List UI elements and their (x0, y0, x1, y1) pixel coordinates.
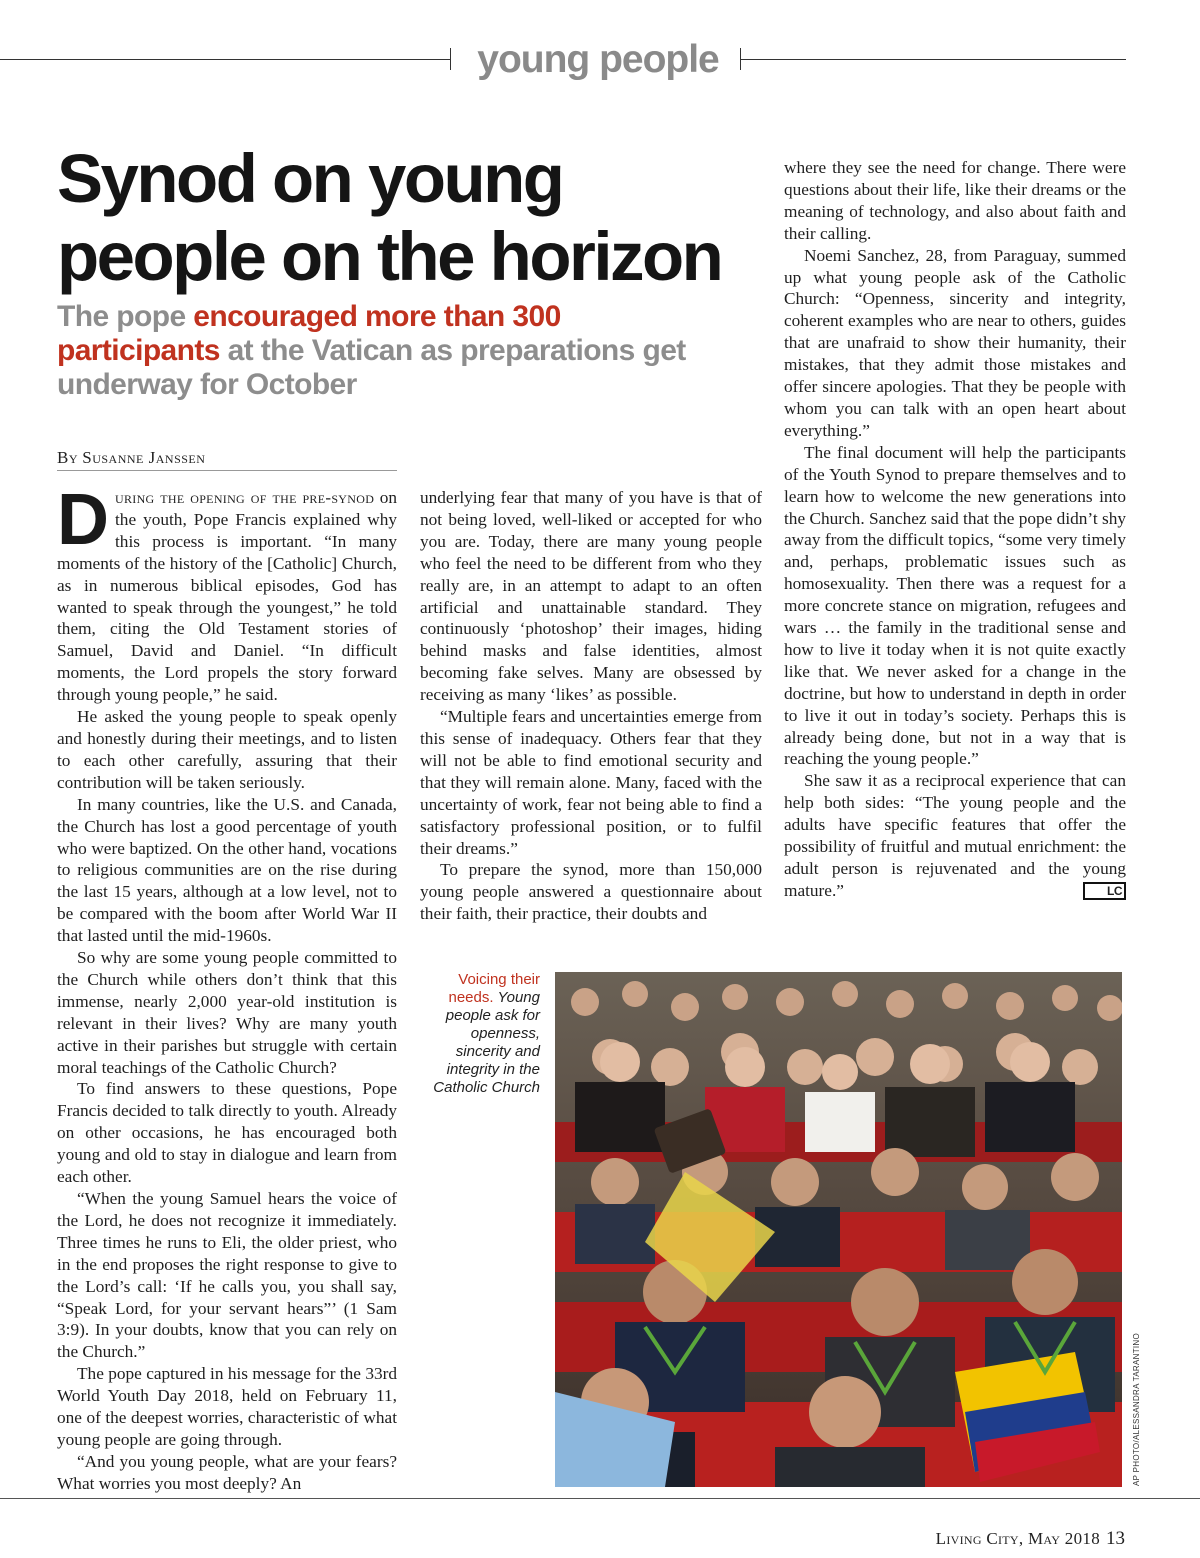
publication-name: Living City, May 2018 (935, 1529, 1100, 1548)
article-column-1 (57, 480, 397, 1495)
footer (880, 1528, 1125, 1550)
paragraph: In many countries, like the U.S. and Canada, the Church has lost a good percentage of youth who were baptized. On the other hand, vocations to religious communities are on the rise during the last 15 years, although at a low level, not to be compared with the boom after World War II that lasted until the mid-1960s. (57, 794, 397, 946)
lead-in: uring the opening of the pre-synod (115, 488, 375, 507)
paragraph: He asked the young people to speak openly and honestly during their meetings, and to listen to each other carefully, assuring that their contribution will be taken seriously. (57, 707, 397, 792)
headline-line2: people on the horizon (57, 218, 722, 295)
byline-rule (57, 470, 397, 471)
paragraph: The final document will help the participants of the Youth Synod to prepare themselves and to learn how to welcome the new generations into the Church. Sanchez said that the pope didn’t shy away from the difficult topics, “some very timely and, perhaps, problematic issues such as homosexuality. Then there was a request for a more concrete stance on migration, refugees and wars … the family in the traditional sense and how to live it today when it is not quite exactly like that. We never asked for a change in the doctrine, but how to understand in depth in order to live it out in today’s society. Perhaps this is already being done, but not in a way that is reaching the young people.” (784, 442, 1126, 769)
footer-rule (0, 1498, 1200, 1499)
paragraph (57, 480, 397, 706)
end-mark-logo: LC (1083, 882, 1126, 900)
paragraph: underlying fear that many of you have is that of not being loved, well-liked or accepted for who you are. Today, there are many young people who feel the need to be different from who they really are, in an attempt to adapt to an often artificial and unattainable standard. They continuously ‘photoshop’ their images, hiding behind masks and false identities, almost becoming fake selves. Many are obsessed by receiving as many ‘likes’ as possible. (420, 488, 762, 705)
header-rule-right (740, 59, 1126, 60)
deck-part2: at the Vatican as preparations get underway for October (57, 334, 686, 401)
byline (57, 448, 397, 468)
photo-caption (430, 971, 540, 1097)
paragraph: To prepare the synod, more than 150,000 young people answered a questionnaire about their faith, their practice, their doubts and (420, 860, 762, 924)
deck-highlight: encouraged more than 300 participants (57, 300, 561, 367)
deck (57, 300, 697, 402)
photo-credit: AP PHOTO/ALESSANDRA TARANTINO (1132, 1332, 1141, 1486)
page-number: 13 (1106, 1528, 1125, 1549)
headline (57, 140, 777, 296)
paragraph-text: She saw it as a reciprocal experience that can help both sides: “The young people and the adults have specific features that offer the possibility of fruitful and mutual enrichment: the adult person is rejuvenated and the young mature.” (784, 771, 1126, 900)
paragraph: Noemi Sanchez, 28, from Paraguay, summed up what young people ask of the Catholic Church: “Openness, sincerity and integrity, coherent examples who are near to others, guides that are unafraid to show their humanity, their mistakes, that they admit those mistakes and offer sincere apologies. That they be people with whom you can talk with an open heart about everything.” (784, 245, 1126, 440)
drop-cap: D (57, 480, 109, 560)
crowd-photo (555, 972, 1122, 1487)
header-rule-left (0, 59, 450, 60)
caption-text: Young people ask for openness, sincerity and integrity in the Catholic Church (433, 989, 540, 1096)
byline-author: Susanne Janssen (82, 448, 206, 467)
caption-lead: Voicing their needs. (448, 971, 540, 1006)
paragraph (784, 770, 1126, 901)
header-tick-left (450, 48, 451, 70)
paragraph: where they see the need for change. There were questions about their life, like their dreams or the meaning of technology, and also about faith and their calling. (784, 158, 1126, 243)
paragraph: “And you young people, what are your fears? What worries you most deeply? An (57, 1451, 397, 1493)
section-label: young people (477, 38, 719, 81)
byline-prefix: By (57, 448, 79, 467)
paragraph: “When the young Samuel hears the voice of the Lord, he does not recognize it immediately. Three times he runs to Eli, the older priest, who in the end proposes the right response to give to the Lord’s call: ‘If he calls you, you shall say, “Speak Lord, for your servant hears”’ (1 Sam 3:9). In your doubts, know that you can rely on the Church.” (57, 1189, 397, 1362)
paragraph: To find answers to these questions, Pope Francis decided to talk directly to youth. Already on other occasions, he has encouraged both young and old to stay in dialogue and learn from each other. (57, 1079, 397, 1187)
headline-line1: Synod on young (57, 140, 563, 217)
deck-part1: The pope (57, 300, 194, 333)
paragraph: “Multiple fears and uncertainties emerge from this sense of inadequacy. Others fear that they will not be able to find emotional security and that they will remain alone. Many, faced with the uncertainty of work, fear not being able to find a satisfactory professional position, or to fulfil their dreams.” (420, 707, 762, 858)
paragraph-text: on the youth, Pope Francis explained why this process is important. “In many moments of the history of the [Catholic] Church, as in numerous biblical episodes, God has wanted to speak through the youngest,” he told them, citing the Old Testament stories of Samuel, David and Daniel. “In difficult moments, the Lord propels the story forward through young people,” he said. (57, 488, 397, 705)
article-column-2 (420, 487, 762, 925)
crowd-photo-image (555, 972, 1122, 1487)
paragraph: The pope captured in his message for the 33rd World Youth Day 2018, held on February 11, one of the deepest worries, characteristic of what young people are going through. (57, 1364, 397, 1449)
paragraph: So why are some young people committed to the Church while others don’t think that this immense, nearly 2,000 year-old institution is relevant in their lives? Why are many youth active in their parishes but struggle with certain moral teachings of the Catholic Church? (57, 948, 397, 1077)
article-column-3 (784, 157, 1126, 902)
